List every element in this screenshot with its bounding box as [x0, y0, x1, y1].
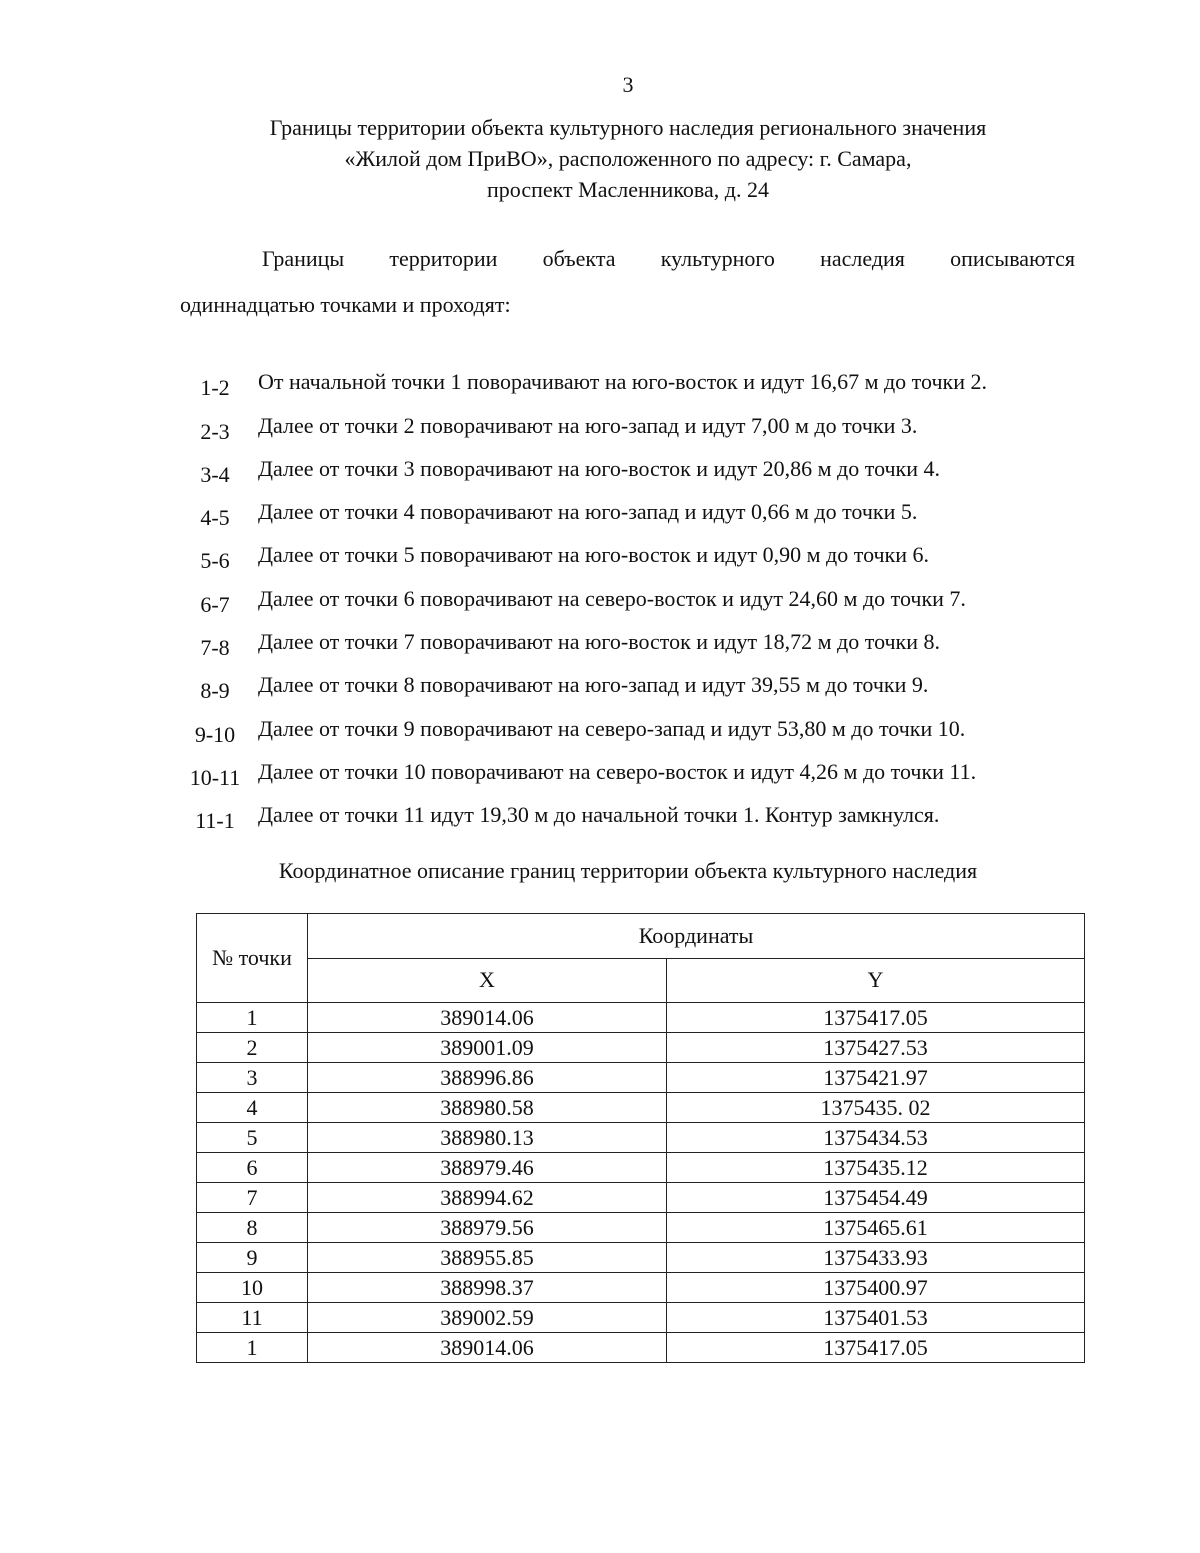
intro-line-2: одиннадцатью точками и проходят: — [180, 292, 511, 317]
table-row — [197, 1243, 1085, 1273]
segment-text: Далее от точки 9 поворачивают на северо-запад и идут 53,80 м до точки 10. — [258, 715, 966, 741]
cell-point: 1 — [197, 1003, 308, 1033]
segment-label: 2-3 — [200, 418, 230, 444]
cell-x: 389001.09 — [308, 1033, 667, 1063]
segment-label: 5-6 — [200, 548, 230, 574]
cell-x: 388979.46 — [308, 1153, 667, 1183]
table-row — [197, 1303, 1085, 1333]
page-number: 3 — [622, 72, 634, 97]
table-row — [197, 1123, 1085, 1153]
header-coordinates: Координаты — [308, 914, 1085, 959]
boundary-segments-list — [172, 352, 1132, 834]
table-row — [197, 1333, 1085, 1363]
table-row — [197, 1093, 1085, 1123]
document-title — [0, 112, 1200, 205]
table-row — [197, 1033, 1085, 1063]
cell-y: 1375417.05 — [667, 1003, 1085, 1033]
segment-text: Далее от точки 8 поворачивают на юго-запад и идут 39,55 м до точки 9. — [258, 672, 929, 698]
cell-point: 10 — [197, 1273, 308, 1303]
segment-row — [172, 482, 1132, 531]
cell-point: 7 — [197, 1183, 308, 1213]
cell-y: 1375427.53 — [667, 1033, 1085, 1063]
segment-row — [172, 785, 1132, 834]
segment-label: 7-8 — [200, 635, 230, 661]
header-x: X — [308, 958, 667, 1003]
segment-label: 10-11 — [189, 764, 241, 790]
table-row — [197, 1213, 1085, 1243]
segment-label: 1-2 — [200, 375, 230, 401]
segment-row — [172, 439, 1132, 487]
cell-point: 6 — [197, 1153, 308, 1183]
table-caption: Координатное описание границ территории объекта культурного наследия — [278, 858, 978, 883]
cell-x: 388994.62 — [308, 1183, 667, 1213]
cell-x: 388955.85 — [308, 1243, 667, 1273]
segment-text: Далее от точки 6 поворачивают на северо-восток и идут 24,60 м до точки 7. — [258, 585, 966, 611]
segment-label: 4-5 — [200, 505, 230, 531]
segment-row — [172, 612, 1132, 661]
cell-point: 1 — [197, 1333, 308, 1363]
cell-point: 2 — [197, 1033, 308, 1063]
cell-point: 4 — [197, 1093, 308, 1123]
segment-label: 8-9 — [200, 678, 230, 704]
header-y: Y — [667, 958, 1085, 1003]
cell-y: 1375433.93 — [667, 1243, 1085, 1273]
cell-x: 389002.59 — [308, 1303, 667, 1333]
cell-y: 1375465.61 — [667, 1213, 1085, 1243]
intro-word: Границы — [262, 246, 345, 271]
intro-word: территории — [389, 246, 498, 271]
table-row — [197, 1003, 1085, 1033]
segment-text: Далее от точки 11 идут 19,30 м до начальной точки 1. Контур замкнулся. — [258, 802, 940, 828]
cell-point: 11 — [197, 1303, 308, 1333]
cell-y: 1375400.97 — [667, 1273, 1085, 1303]
cell-y: 1375435. 02 — [667, 1093, 1085, 1123]
cell-point: 8 — [197, 1213, 308, 1243]
coordinates-table — [196, 913, 1085, 1363]
cell-point: 3 — [197, 1063, 308, 1093]
cell-y: 1375434.53 — [667, 1123, 1085, 1153]
segment-row — [172, 742, 1132, 790]
segment-text: Далее от точки 5 поворачивают на юго-восток и идут 0,90 м до точки 6. — [258, 542, 930, 568]
table-row — [197, 1153, 1085, 1183]
segment-row — [172, 352, 1132, 401]
title-line-1: Границы территории объекта культурного наследия регионального значения — [269, 115, 987, 140]
cell-y: 1375454.49 — [667, 1183, 1085, 1213]
segment-text: Далее от точки 10 поворачивают на северо-восток и идут 4,26 м до точки 11. — [258, 758, 977, 784]
intro-word: объекта — [542, 246, 616, 271]
intro-word: описываются — [950, 246, 1075, 271]
intro-word: наследия — [820, 246, 905, 271]
cell-y: 1375417.05 — [667, 1333, 1085, 1363]
cell-point: 5 — [197, 1123, 308, 1153]
segment-row — [172, 568, 1132, 617]
table-row — [197, 1273, 1085, 1303]
cell-x: 388998.37 — [308, 1273, 667, 1303]
table-row — [197, 1063, 1085, 1093]
title-line-3: проспект Масленникова, д. 24 — [487, 177, 769, 202]
segment-text: Далее от точки 2 поворачивают на юго-запад и идут 7,00 м до точки 3. — [258, 412, 918, 438]
segment-row — [172, 525, 1132, 574]
intro-paragraph — [180, 236, 1075, 328]
segment-label: 6-7 — [200, 591, 230, 617]
cell-x: 388980.13 — [308, 1123, 667, 1153]
cell-y: 1375401.53 — [667, 1303, 1085, 1333]
segment-row — [172, 698, 1132, 747]
segment-row — [172, 655, 1132, 704]
intro-line-1 — [180, 236, 1075, 282]
cell-y: 1375421.97 — [667, 1063, 1085, 1093]
table-row — [197, 1183, 1085, 1213]
segment-text: Далее от точки 7 поворачивают на юго-восток и идут 18,72 м до точки 8. — [258, 629, 941, 655]
segment-text: Далее от точки 3 поворачивают на юго-восток и идут 20,86 м до точки 4. — [258, 455, 941, 481]
cell-x: 388996.86 — [308, 1063, 667, 1093]
cell-y: 1375435.12 — [667, 1153, 1085, 1183]
cell-x: 388980.58 — [308, 1093, 667, 1123]
intro-word: культурного — [660, 246, 775, 271]
cell-point: 9 — [197, 1243, 308, 1273]
cell-x: 389014.06 — [308, 1003, 667, 1033]
segment-label: 9-10 — [194, 721, 236, 747]
cell-x: 389014.06 — [308, 1333, 667, 1363]
segment-text: От начальной точки 1 поворачивают на юго-восток и идут 16,67 м до точки 2. — [258, 369, 987, 395]
segment-label: 11-1 — [195, 808, 235, 834]
segment-row — [172, 395, 1132, 444]
header-point-number: № точки — [197, 914, 308, 1003]
title-line-2: «Жилой дом ПриВО», расположенного по адресу: г. Самара, — [344, 146, 912, 171]
segment-text: Далее от точки 4 поворачивают на юго-запад и идут 0,66 м до точки 5. — [258, 499, 918, 525]
segment-label: 3-4 — [200, 461, 230, 487]
cell-x: 388979.56 — [308, 1213, 667, 1243]
